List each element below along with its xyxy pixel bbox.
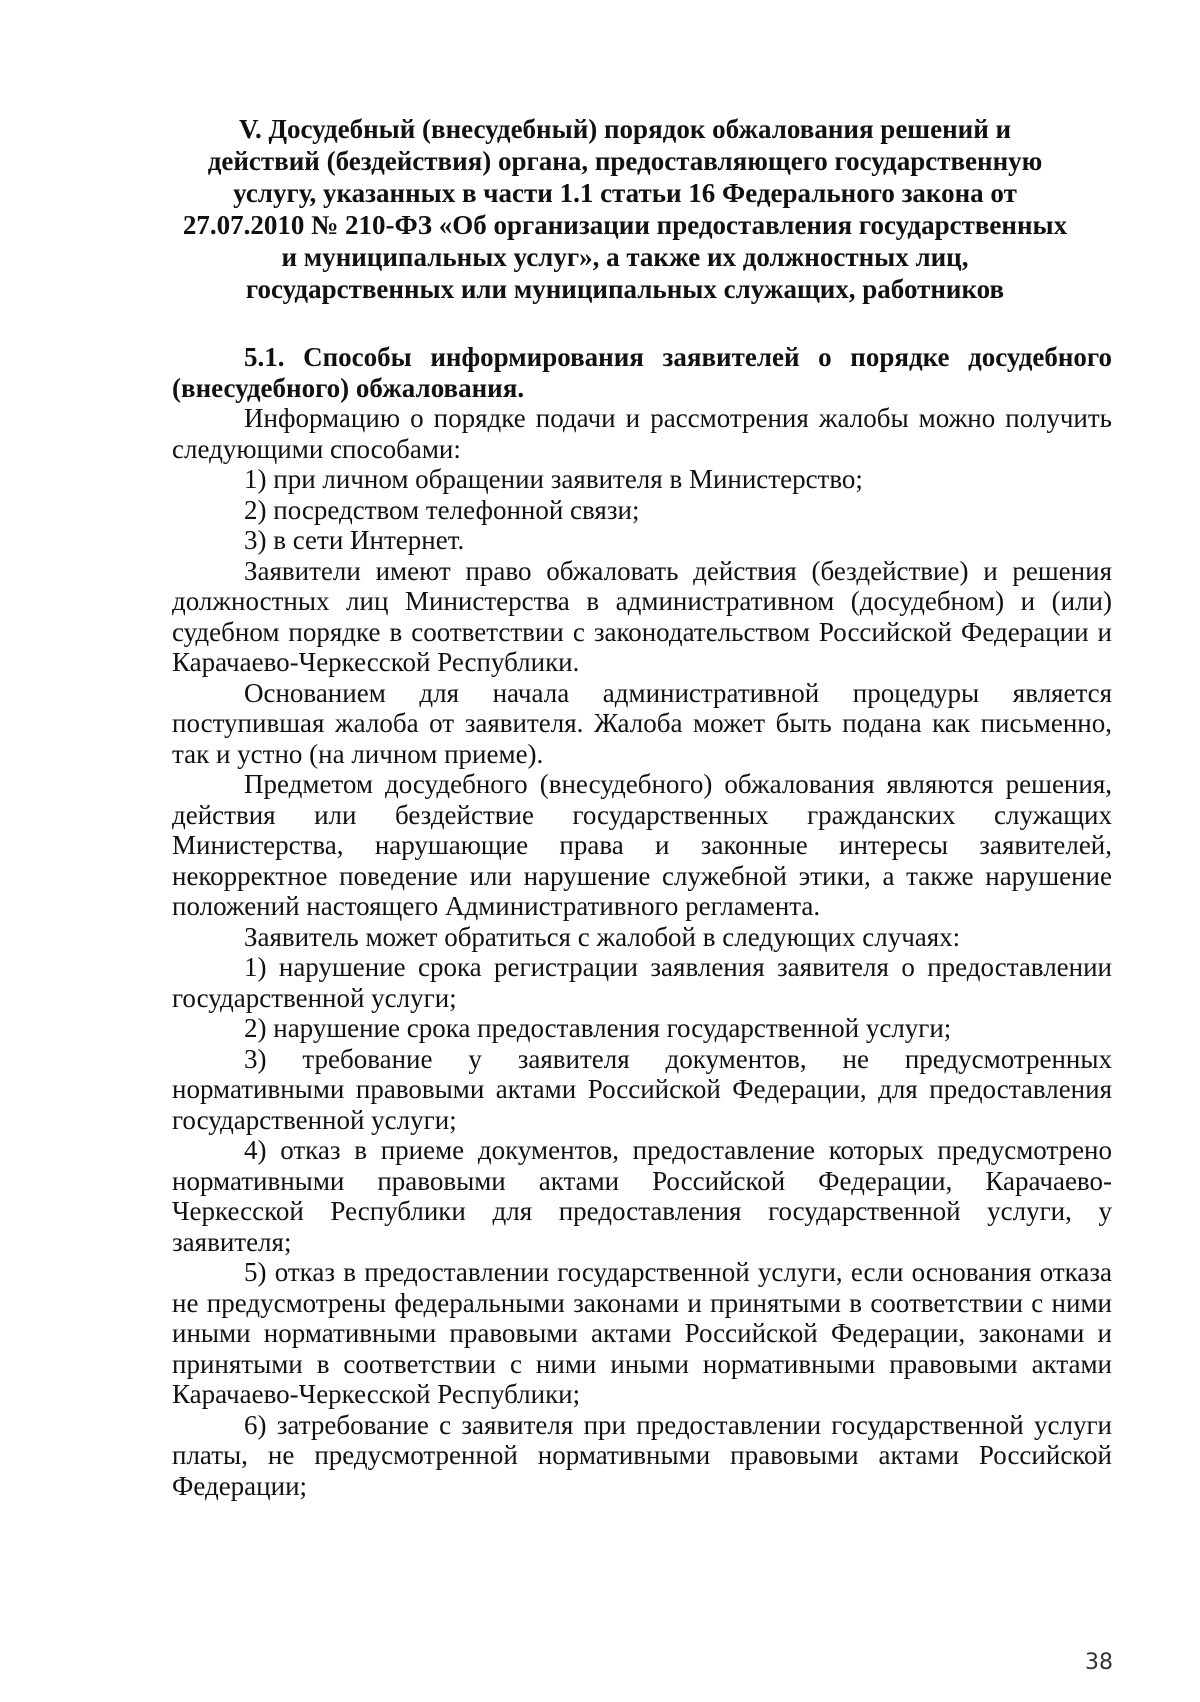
list-item: 4) отказ в приеме документов, предоставление которых предусмотрено нормативными правовыми актами Российской Федерации, Карачаево-Черкесской Республики для предоставления государственной услуги, у заявителя; [172,1135,1112,1257]
section-heading [150,113,1100,305]
page-number: 38 [1085,1650,1113,1675]
paragraph: Заявители имеют право обжаловать действия (бездействие) и решения должностных лиц Министерства в административном (досудебном) и (или) судебном порядке в соответствии с законодательством Российской Федерации и Карачаево-Черкесской Республики. [172,555,1112,677]
paragraph: Информацию о порядке подачи и рассмотрения жалобы можно получить следующими способами: [172,403,1112,464]
list-item: 3) требование у заявителя документов, не предусмотренных нормативными правовыми актами Российской Федерации, для предоставления государственной услуги; [172,1043,1112,1135]
heading-line: и муниципальных услуг», а также их должностных лиц, [281,242,969,272]
heading-line: государственных или муниципальных служащих, работников [245,274,1005,304]
heading-line: услугу, указанных в части 1.1 статьи 16 Федерального закона от [233,178,1017,208]
list-item: 6) затребование с заявителя при предоставлении государственной услуги платы, не предусмотренной нормативными правовыми актами Российской Федерации; [172,1409,1112,1501]
list-item: 1) нарушение срока регистрации заявления заявителя о предоставлении государственной услуги; [172,952,1112,1013]
heading-line: V. Досудебный (внесудебный) порядок обжалования решений и [238,114,1012,144]
list-item: 3) в сети Интернет. [244,525,465,555]
subsection-heading: 5.1. Способы информирования заявителей о порядке досудебного (внесудебного) обжалования. [172,342,1112,403]
paragraph: Заявитель может обратиться с жалобой в следующих случаях: [244,921,961,952]
paragraph: Основанием для начала административной процедуры является поступившая жалоба от заявителя. Жалоба может быть подана как письменно, так и устно (на личном приеме). [172,677,1112,769]
list-item: 2) нарушение срока предоставления государственной услуги; [244,1013,952,1043]
list-item: 1) при личном обращении заявителя в Министерство; [244,464,863,494]
paragraph: Предметом досудебного (внесудебного) обжалования являются решения, действия или бездействие государственных гражданских служащих Министерства, нарушающие права и законные интересы заявителей, некорректное поведение или нарушение служебной этики, а также нарушение положений настоящего Административного регламента. [172,769,1112,921]
heading-line: 27.07.2010 № 210-ФЗ «Об организации предоставления государственных [182,210,1068,240]
heading-line: действий (бездействия) органа, предоставляющего государственную [207,146,1043,176]
list-item: 5) отказ в предоставлении государственной услуги, если основания отказа не предусмотрены федеральными законами и принятыми в соответствии с ними иными нормативными правовыми актами Российской Федерации, законами и принятыми в соответствии с ними иными нормативными правовыми актами Карачаево-Черкесской Республики; [172,1257,1112,1409]
list-item: 2) посредством телефонной связи; [244,494,640,525]
document-body [172,342,1112,1501]
